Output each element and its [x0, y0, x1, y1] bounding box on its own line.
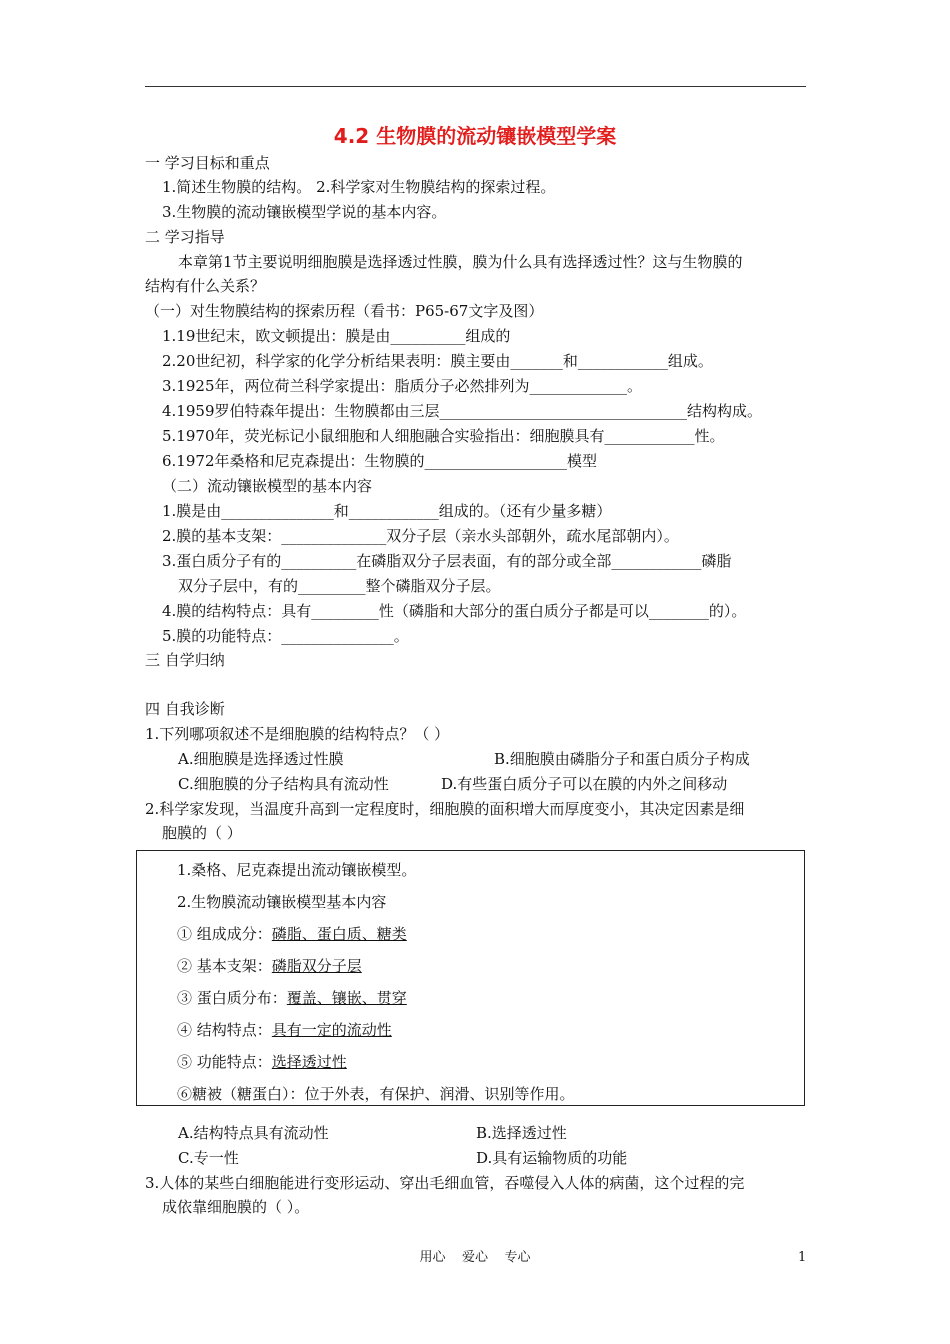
section1-line: 3.生物膜的流动镶嵌模型学说的基本内容。 [162, 203, 447, 221]
part2-item: 2.膜的基本支架：______________双分子层（亲水头部朝外，疏水尾部朝内）。 [162, 527, 679, 545]
question-2-cont: 胞膜的（ ） [162, 824, 242, 842]
summary-item-label: ② 基本支架： [177, 957, 272, 975]
q1-option-a: A.细胞膜是选择透过性膜 [178, 750, 344, 768]
question-1: 1.下列哪项叙述不是细胞膜的结构特点？（ ） [145, 725, 450, 743]
part1-item: 5.1970年，荧光标记小鼠细胞和人细胞融合实验指出：细胞膜具有____________性。 [162, 427, 725, 445]
part2-item-cont: 双分子层中，有的_________整个磷脂双分子层。 [178, 577, 501, 595]
summary-item-label: ⑤ 功能特点： [177, 1053, 272, 1071]
section2-intro: 本章第1节主要说明细胞膜是选择透过性膜，膜为什么具有选择透过性？这与生物膜的 [178, 253, 743, 271]
section4-heading: 四 自我诊断 [145, 700, 225, 718]
summary-line-glycocalyx: ⑥糖被（糖蛋白）：位于外表，有保护、润滑、识别等作用。 [177, 1085, 575, 1103]
section1-line: 1.简述生物膜的结构。 2.科学家对生物膜结构的探索过程。 [162, 178, 556, 196]
q1-option-d: D.有些蛋白质分子可以在膜的内外之间移动 [441, 775, 728, 793]
summary-item-function [177, 1052, 347, 1072]
part2-item: 1.膜是由_______________和____________组成的。（还有少量多糖） [162, 502, 612, 520]
summary-item-label: ③ 蛋白质分布： [177, 989, 287, 1007]
part2-item: 4.膜的结构特点：具有_________性（磷脂和大部分的蛋白质分子都是可以________的）。 [162, 602, 747, 620]
summary-item-value: 磷脂、蛋白质、糖类 [271, 925, 407, 943]
summary-item-value: 磷脂双分子层 [271, 957, 362, 975]
part1-heading: （一）对生物膜结构的探索历程（看书：P65-67文字及图） [145, 302, 544, 320]
summary-item-label: ① 组成成分： [177, 925, 272, 943]
part2-item: 3.蛋白质分子有的__________在磷脂双分子层表面，有的部分或全部____________磷脂 [162, 552, 732, 570]
q2-option-a: A.结构特点具有流动性 [178, 1124, 329, 1142]
question-2: 2.科学家发现，当温度升高到一定程度时，细胞膜的面积增大而厚度变小，其决定因素是细 [145, 800, 745, 818]
part1-item: 4.1959罗伯特森年提出：生物膜都由三层_________________________________结构构成。 [162, 402, 762, 420]
summary-item-value: 选择透过性 [271, 1053, 347, 1071]
q1-option-b: B.细胞膜由磷脂分子和蛋白质分子构成 [494, 750, 750, 768]
section2-intro-cont: 结构有什么关系？ [145, 277, 266, 295]
summary-line: 1.桑格、尼克森提出流动镶嵌模型。 [177, 861, 417, 879]
q2-option-c: C.专一性 [178, 1149, 239, 1167]
summary-item-protein [177, 988, 407, 1008]
summary-item-structure [177, 1020, 392, 1040]
footer-motto: 用心 爱心 专心 [419, 1250, 531, 1265]
q1-option-c: C.细胞膜的分子结构具有流动性 [178, 775, 389, 793]
page-title: 4.2 生物膜的流动镶嵌模型学案 [333, 124, 617, 148]
q2-option-b: B.选择透过性 [476, 1124, 567, 1142]
section3-heading: 三 自学归纳 [145, 651, 225, 669]
part1-item: 6.1972年桑格和尼克森提出：生物膜的___________________模型 [162, 452, 597, 470]
part2-item: 5.膜的功能特点：_______________。 [162, 627, 409, 645]
page-number: 1 [798, 1250, 807, 1265]
section2-heading: 二 学习指导 [145, 228, 225, 246]
section1-heading: 一 学习目标和重点 [145, 154, 270, 172]
question-3-cont: 成依靠细胞膜的（ ）。 [162, 1198, 310, 1216]
part1-item: 1.19世纪末，欧文顿提出：膜是由__________组成的 [162, 327, 511, 345]
summary-item-label: ④ 结构特点： [177, 1021, 272, 1039]
summary-line: 2.生物膜流动镶嵌模型基本内容 [177, 893, 387, 911]
part1-item: 3.1925年，两位荷兰科学家提出：脂质分子必然排列为_____________。 [162, 377, 642, 395]
summary-item-value: 覆盖、镶嵌、贯穿 [286, 989, 407, 1007]
question-3: 3.人体的某些白细胞能进行变形运动、穿出毛细血管，吞噬侵入人体的病菌，这个过程的完 [145, 1174, 745, 1192]
header-rule [145, 86, 806, 87]
summary-item-value: 具有一定的流动性 [271, 1021, 392, 1039]
q2-option-d: D.具有运输物质的功能 [476, 1149, 628, 1167]
summary-item-framework [177, 956, 362, 976]
summary-item-composition [177, 924, 407, 944]
part2-heading: （二）流动镶嵌模型的基本内容 [162, 477, 373, 495]
part1-item: 2.20世纪初，科学家的化学分析结果表明：膜主要由_______和____________组成。 [162, 352, 713, 370]
